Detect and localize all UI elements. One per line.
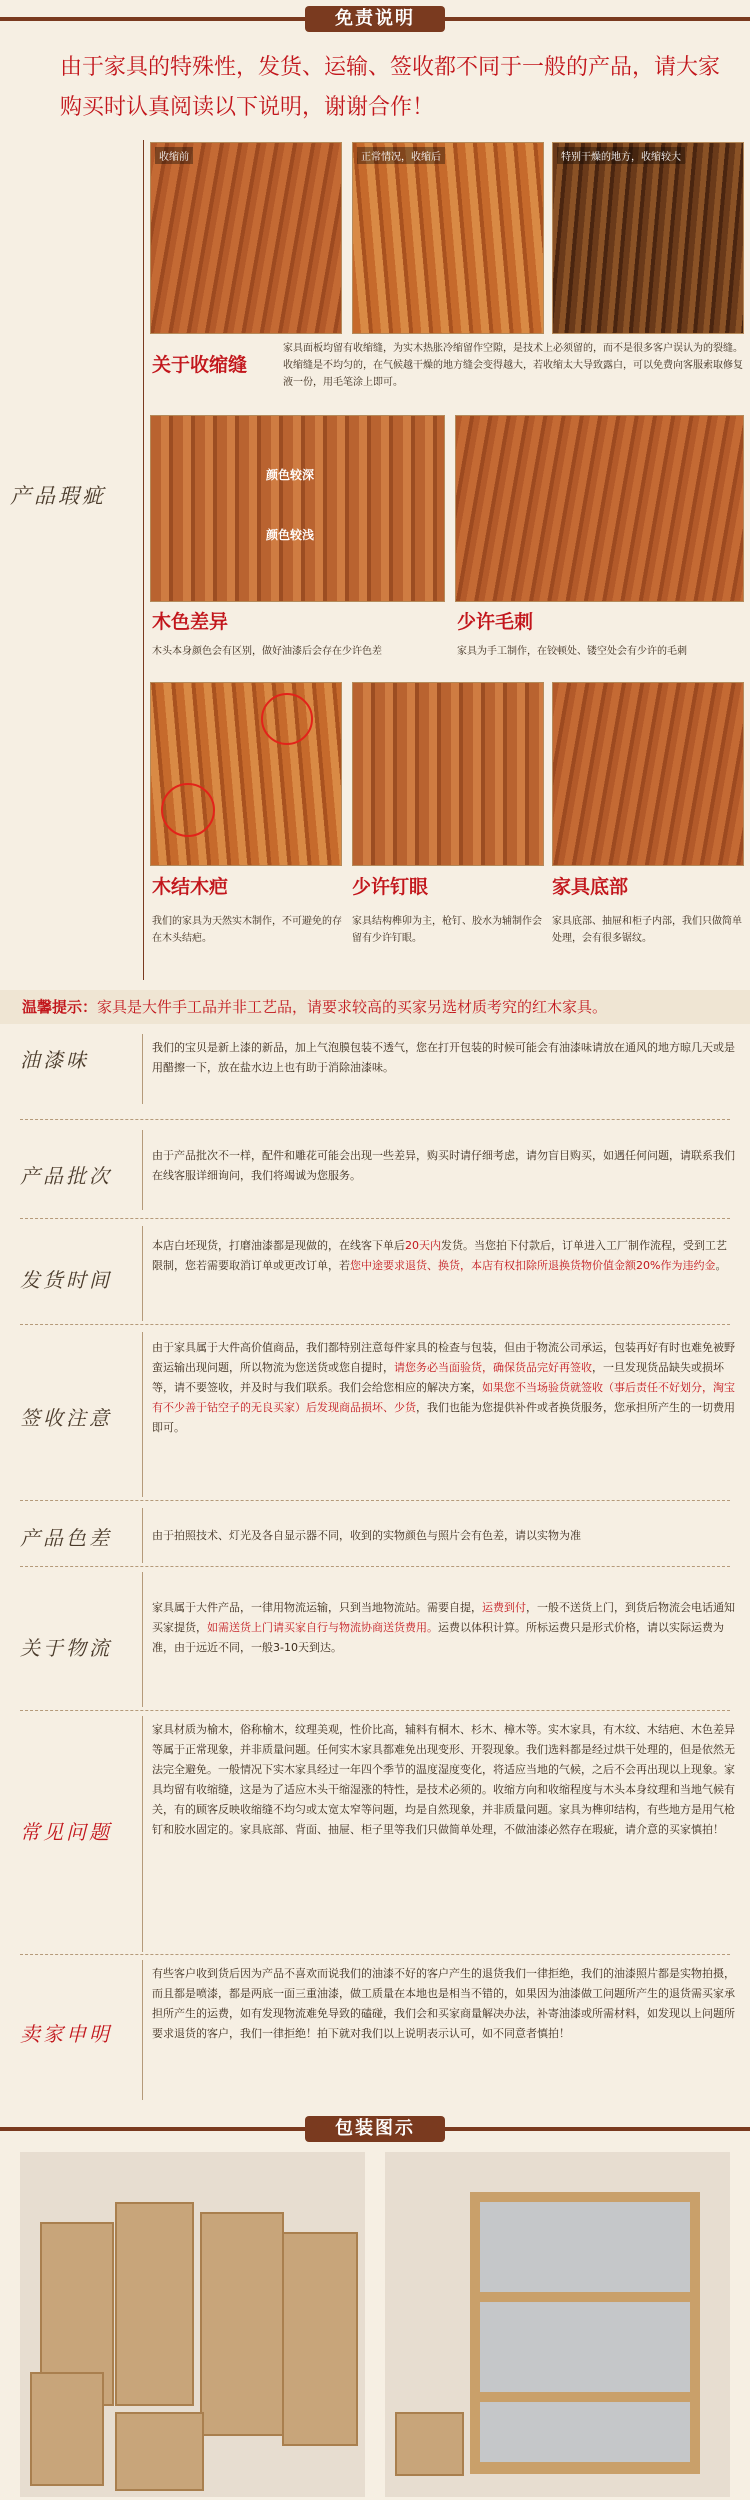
note-text-part: 由于家具属于大件高价值商品，我们都特别注意每件家具的检查与包装，但由于物流公司承运，包装再好有时也难免被野蛮运输出现问题，所以物流为您送货或您自提时，	[152, 1341, 735, 1374]
burr-text: 家具为手工制作，在铰顿处、镂空处会有少许的毛刺	[457, 646, 687, 657]
knot-marker-1	[261, 693, 313, 745]
photo-after-shrink	[352, 142, 544, 334]
note-text	[152, 1236, 736, 1276]
note-divider	[20, 1218, 730, 1219]
note-sep	[142, 1508, 143, 1563]
note-text-highlight: 如果您不当场验货就签收（事后责任不好划分，淘宝有不少善于钻空子的无良买家）后发现商品损坏、少货	[152, 1381, 735, 1414]
nail-title: 少许钉眼	[352, 876, 429, 898]
color-title: 木色差异	[152, 611, 229, 633]
photo-dry-shrink	[552, 142, 744, 334]
note-faq	[0, 1716, 750, 1956]
packaging-title: 包装图示	[305, 2116, 445, 2142]
warning-text: 家具是大件手工品并非工艺品，请要求较高的买家另选材质考究的红木家具。	[97, 998, 608, 1016]
note-text-highlight: 请您务必当面验货，确保货品完好再签收	[394, 1361, 592, 1374]
carton	[115, 2202, 194, 2406]
note-text-highlight: 您中途要求退货、换货，本店有权扣除所退换货物价值金额20%作为违约金	[350, 1259, 716, 1272]
note-divider	[20, 1119, 730, 1120]
note-text: 我们的宝贝是新上漆的新品，加上气泡膜包装不透气，您在打开包装的时候可能会有油漆味请放在通风的地方晾几天或是用醋擦一下，放在盐水边上也有助于消除油漆味。	[152, 1041, 735, 1074]
note-color-difference	[0, 1508, 750, 1568]
note-text: 家具材质为榆木，俗称榆木，纹理美观，性价比高，辅料有桐木、杉木、樟木等。实木家具，有木纹、木结疤、木色差异等属于正常现象，并非质量问题。任何实木家具都难免出现变形、开裂现象。我们选料都是经过烘干处理的，但是依然无法完全避免。一般情况下实木家具经过一年四个季节的温度湿度变化，将适应当地的气候，之后不会再出现以上现象。家具均留有收缩缝，这是为了适应木头干缩湿涨的特性，是技术必须的。收缩方向和收缩程度与木头本身纹理和当地气候有关，有的顾客反映收缩缝不均匀或太宽太窄等问题，均是自然现象，并非质量问题。家具为榫卯结构，有些地方是用气枪钉和胶水固定的。家具底部、背面、抽屉、柜子里等我们只做简单处理，不做油漆必然存在瑕疵，请介意的买家慎拍！	[152, 1723, 735, 1836]
note-text-part: 运费以体积计算。所标运费只是形式价格，请以实际运费为准，由于远近不同，一般3-10天到达。	[152, 1621, 724, 1654]
note-seller-statement	[0, 1960, 750, 2140]
packaging-banner	[0, 2116, 750, 2142]
note-text-part: ，一般不送货上门，到货后物流会电话通知买家提货，	[152, 1601, 735, 1634]
defects-side-label: 产品瑕疵	[10, 484, 106, 508]
crate-slat	[470, 2462, 700, 2474]
note-sep	[142, 1716, 143, 1952]
nail-text: 家具结构榫卯为主，枪钉、胶水为辅制作会留有少许钉眼。	[352, 916, 542, 944]
disclaimer-banner	[0, 6, 750, 32]
color-text: 木头本身颜色会有区别，做好油漆后会存在少许色差	[152, 646, 382, 657]
note-label: 卖家申明	[20, 2022, 112, 2046]
shrink-title: 关于收缩缝	[152, 354, 248, 376]
carton	[395, 2412, 464, 2476]
note-paint-smell	[0, 1034, 750, 1124]
photo-nail-hole	[352, 682, 544, 866]
disclaimer-intro: 由于家具的特殊性，发货、运输、签收都不同于一般的产品，请大家购买时认真阅读以下说明，谢谢合作！	[60, 55, 721, 120]
photo-burr	[455, 415, 744, 602]
wrapped-furniture	[475, 2197, 697, 2469]
defects-divider	[143, 140, 144, 980]
note-text-highlight: 如需送货上门请买家自行与物流协商送货费用。	[207, 1621, 438, 1634]
note-sep	[142, 1572, 143, 1707]
note-text: 有些客户收到货后因为产品不喜欢而说我们的油漆不好的客户产生的退货我们一律拒绝，我们的油漆照片都是实物拍摄，而且都是喷漆，都是两底一面三重油漆，做工质量在本地也是相当不错的，如果因为油漆做工问题所产生的退货需买家承担所产生的运费，如有发现物流难免导致的磕碰，我们会和买家商量解决办法，补寄油漆或所需材料，如发现以上问题所要求退货的客户，我们一律拒绝！拍下就对我们以上说明表示认可，如不同意者慎拍！	[152, 1967, 735, 2040]
note-sep	[142, 1960, 143, 2100]
bottom-title: 家具底部	[552, 876, 629, 898]
note-text-highlight: 运费到付	[482, 1601, 526, 1614]
note-text-part: 发货。当您拍下付款后，订单进入工厂制作流程，受到工艺限制，您若需要取消订单或更改订单，若	[152, 1239, 727, 1272]
note-label: 常见问题	[20, 1820, 112, 1844]
note-label: 产品批次	[20, 1164, 112, 1188]
note-shipping-time	[0, 1226, 750, 1326]
knot-text: 我们的家具为天然实木制作，不可避免的存在木头结疤。	[152, 916, 342, 944]
crate-post	[470, 2192, 480, 2474]
note-label: 关于物流	[20, 1636, 112, 1660]
photo-before-shrink	[150, 142, 342, 334]
photo-wood-knot	[150, 682, 342, 866]
note-sep	[142, 1226, 143, 1321]
note-text-part: 家具属于大件产品，一律用物流运输，只到当地物流站。需要自提，	[152, 1601, 482, 1614]
caption-dry-shrink: 特别干燥的地方，收缩较大	[557, 147, 685, 164]
note-label: 产品色差	[20, 1526, 112, 1550]
crate-post	[690, 2192, 700, 2474]
carton	[30, 2372, 104, 2486]
note-divider	[20, 1710, 730, 1711]
note-text: 由于拍照技术、灯光及各自显示器不同，收到的实物颜色与照片会有色差，请以实物为准	[152, 1529, 581, 1542]
note-divider	[20, 1324, 730, 1325]
crate-slat	[470, 2292, 700, 2302]
note-batch	[0, 1130, 750, 1220]
warning-label: 温馨提示：	[22, 998, 98, 1016]
photo-furniture-bottom	[552, 682, 744, 866]
photo-color-difference	[150, 415, 445, 602]
label-darker: 颜色较深	[266, 468, 315, 482]
note-divider	[20, 1500, 730, 1501]
note-text-highlight: 20天内	[405, 1239, 441, 1252]
note-text	[152, 1598, 736, 1658]
note-logistics	[0, 1572, 750, 1712]
note-divider	[20, 1566, 730, 1567]
note-label: 油漆味	[20, 1048, 89, 1072]
crate-slat	[470, 2192, 700, 2202]
note-divider	[20, 1954, 730, 1955]
carton	[200, 2212, 284, 2436]
note-sep	[142, 1034, 143, 1104]
packaging-photo-crate	[385, 2152, 730, 2497]
note-text-part: ，一旦发现货品缺失或损坏等，请不要签收，并及时与我们联系。我们会给您相应的解决方案，	[152, 1361, 724, 1394]
note-sep	[142, 1332, 143, 1497]
note-text: 由于产品批次不一样，配件和雕花可能会出现一些差异，购买时请仔细考虑，请勿盲目购买，如遇任何问题，请联系我们在线客服详细询问，我们将竭诚为您服务。	[152, 1149, 735, 1182]
knot-marker-2	[161, 783, 215, 837]
bottom-text: 家具底部、抽屉和柜子内部，我们只做简单处理，会有很多锯纹。	[552, 916, 742, 944]
caption-before-shrink: 收缩前	[155, 147, 193, 164]
note-signing	[0, 1332, 750, 1502]
warning-bar	[0, 990, 750, 1024]
note-label: 签收注意	[20, 1406, 112, 1430]
knot-title: 木结木疤	[152, 876, 229, 898]
burr-title: 少许毛刺	[457, 611, 534, 633]
shrink-text: 家具面板均留有收缩缝，为实木热胀冷缩留作空隙，是技术上必须留的，而不是很多客户误认为的裂缝。收缩缝是不均匀的，在气候越干燥的地方缝会变得越大，若收缩太大导致露白，可以免费向客服索取修复液一份，用毛笔涂上即可。	[283, 343, 743, 388]
note-text-part: 。	[715, 1259, 727, 1272]
note-text-part: ，我们也能为您提供补件或者换货服务，您承担所产生的一切费用即可。	[152, 1401, 735, 1434]
note-text-part: 本店白坯现货，打磨油漆都是现做的，在线客下单后	[152, 1239, 405, 1252]
carton	[282, 2232, 358, 2446]
carton	[115, 2412, 204, 2491]
label-lighter: 颜色较浅	[266, 528, 315, 542]
packaging-photo-cartons	[20, 2152, 365, 2497]
note-text	[152, 1338, 736, 1438]
crate-slat	[470, 2392, 700, 2402]
note-label: 发货时间	[20, 1268, 112, 1292]
caption-after-shrink: 正常情况，收缩后	[357, 147, 445, 164]
note-sep	[142, 1130, 143, 1210]
disclaimer-title: 免责说明	[305, 6, 445, 32]
